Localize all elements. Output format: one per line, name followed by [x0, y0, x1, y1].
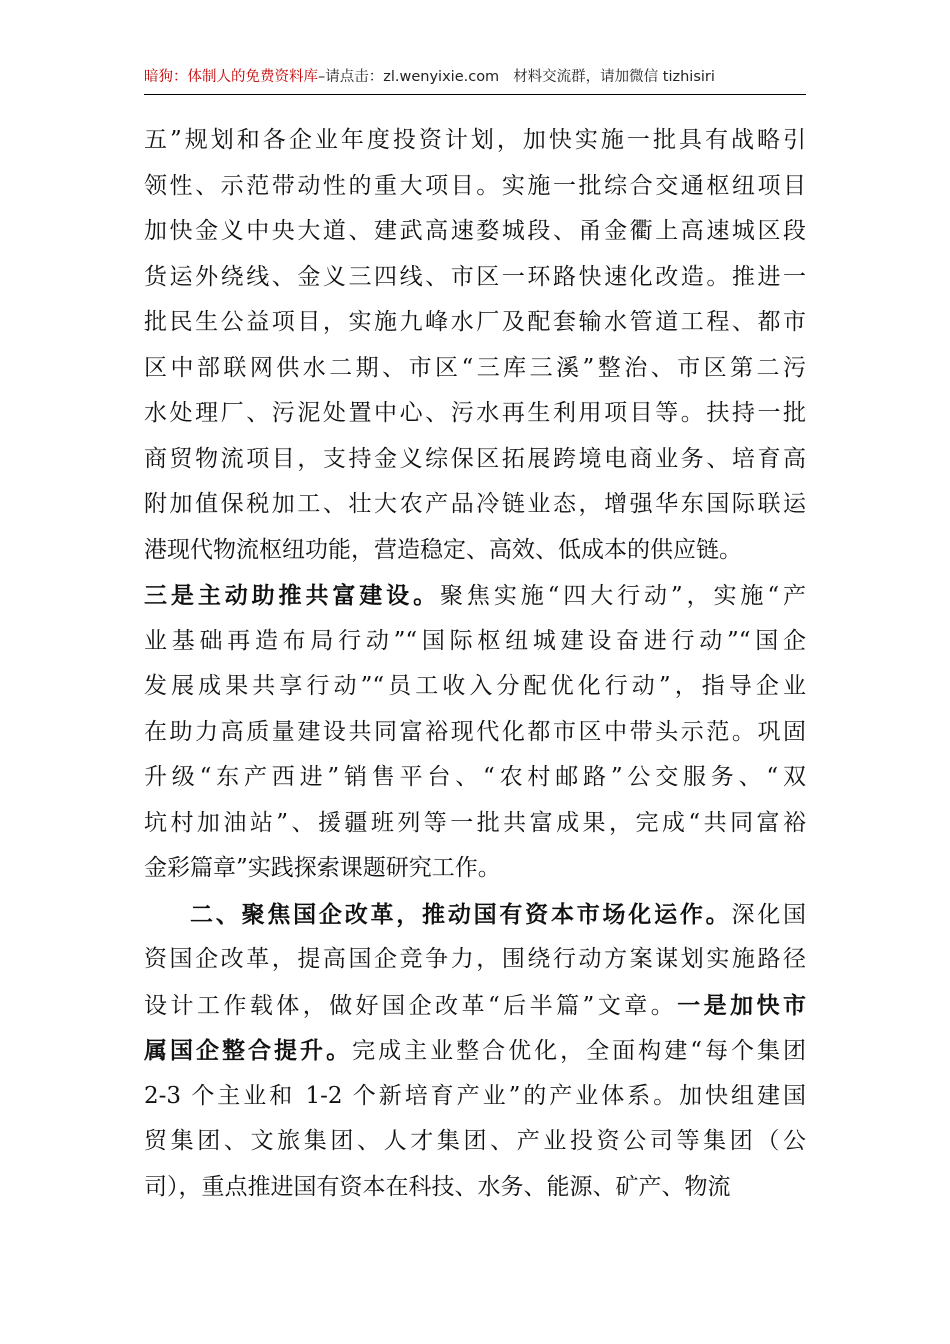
body-text: 贸集团、文旅集团、人才集团、产业投资公司等集团（公 [144, 1128, 806, 1154]
text-line [144, 710, 806, 756]
text-line [144, 1165, 806, 1211]
body-text: 五”规划和各企业年度投资计划，加快实施一批具有战略引 [144, 127, 806, 153]
body-text: 司），重点推进国有资本在科技、水务、能源、矿产、物流 [144, 1173, 731, 1200]
text-line [144, 892, 806, 938]
click-prompt: –请点击： [318, 69, 384, 85]
text-line [144, 255, 806, 301]
text-line [144, 1119, 806, 1165]
text-line [144, 755, 806, 801]
body-text: 完成主业整合优化，全面构建“每个集团 [352, 1038, 806, 1064]
text-line [144, 391, 806, 437]
body-text: 资国企改革，提高国企竞争力，围绕行动方案谋划实施路径 [144, 946, 806, 972]
body-text: 领性、示范带动性的重大项目。实施一批综合交通枢纽项目 [144, 172, 806, 199]
bold-heading-text: 一是加快市 [677, 991, 806, 1019]
body-text: 2-3 个主业和 1-2 个新培育产业”的产业体系。加快组建国 [144, 1082, 806, 1109]
body-text: 业基础再造布局行动”“国际枢纽城建设奋进行动”“国企 [144, 627, 806, 654]
text-line [144, 209, 806, 255]
body-text: 深化国 [731, 901, 806, 928]
text-line [144, 118, 806, 164]
body-text: 区中部联网供水二期、市区“三库三溪”整治、市区第二污 [144, 354, 806, 381]
text-line [144, 983, 806, 1029]
body-text: 水处理厂、污泥处置中心、污水再生利用项目等。扶持一批 [144, 400, 806, 426]
text-line [144, 937, 806, 983]
text-line [144, 619, 806, 665]
body-text: 货运外绕线、金义三四线、市区一环路快速化改造。推进一 [144, 263, 806, 290]
body-text: 发展成果共享行动”“员工收入分配优化行动”，指导企业 [144, 673, 806, 699]
bold-heading-text: 二、聚焦国企改革，推动国有资本市场化运作。 [190, 900, 732, 928]
body-text: 商贸物流项目，支持金义综保区拓展跨境电商业务、培育高 [144, 445, 806, 472]
page-header [144, 64, 806, 95]
body-text: 聚焦实施“四大行动”，实施“产 [440, 583, 806, 609]
body-text: 港现代物流枢纽功能，营造稳定、高效、低成本的供应链。 [144, 536, 742, 563]
text-line [144, 1028, 806, 1074]
group-contact-text: 材料交流群，请加微信 tizhisiri [513, 69, 715, 85]
site-url-link[interactable]: zl.wenyixie.com [383, 69, 500, 85]
body-text: 坑村加油站”、援疆班列等一批共富成果，完成“共同富裕 [144, 809, 806, 836]
text-line [144, 801, 806, 847]
body-text: 金彩篇章”实践探索课题研究工作。 [144, 855, 501, 881]
text-line [144, 664, 806, 710]
text-line [144, 482, 806, 528]
text-line [144, 164, 806, 210]
text-line [144, 346, 806, 392]
text-line [144, 573, 806, 619]
bold-heading-text: 三是主动助推共富建设。 [144, 582, 440, 609]
body-text: 批民生公益项目，实施九峰水厂及配套输水管道工程、都市 [144, 309, 806, 335]
text-line [144, 300, 806, 346]
body-text: 附加值保税加工、壮大农产品冷链业态，增强华东国际联运 [144, 491, 806, 517]
body-text: 升级“东产西进”销售平台、“农村邮路”公交服务、“双 [144, 764, 806, 790]
document-body [144, 118, 806, 1210]
body-text: 设计工作载体，做好国企改革“后半篇”文章。 [144, 992, 678, 1019]
text-line [144, 528, 806, 574]
body-text: 在助力高质量建设共同富裕现代化都市区中带头示范。巩固 [144, 718, 806, 745]
text-line [144, 846, 806, 892]
site-label: 暗狗：体制人的免费资料库 [144, 69, 318, 85]
text-line [144, 1074, 806, 1120]
text-line [144, 437, 806, 483]
body-text: 加快金义中央大道、建武高速婺城段、甬金衢上高速城区段 [144, 218, 806, 244]
bold-heading-text: 属国企整合提升。 [144, 1037, 353, 1064]
